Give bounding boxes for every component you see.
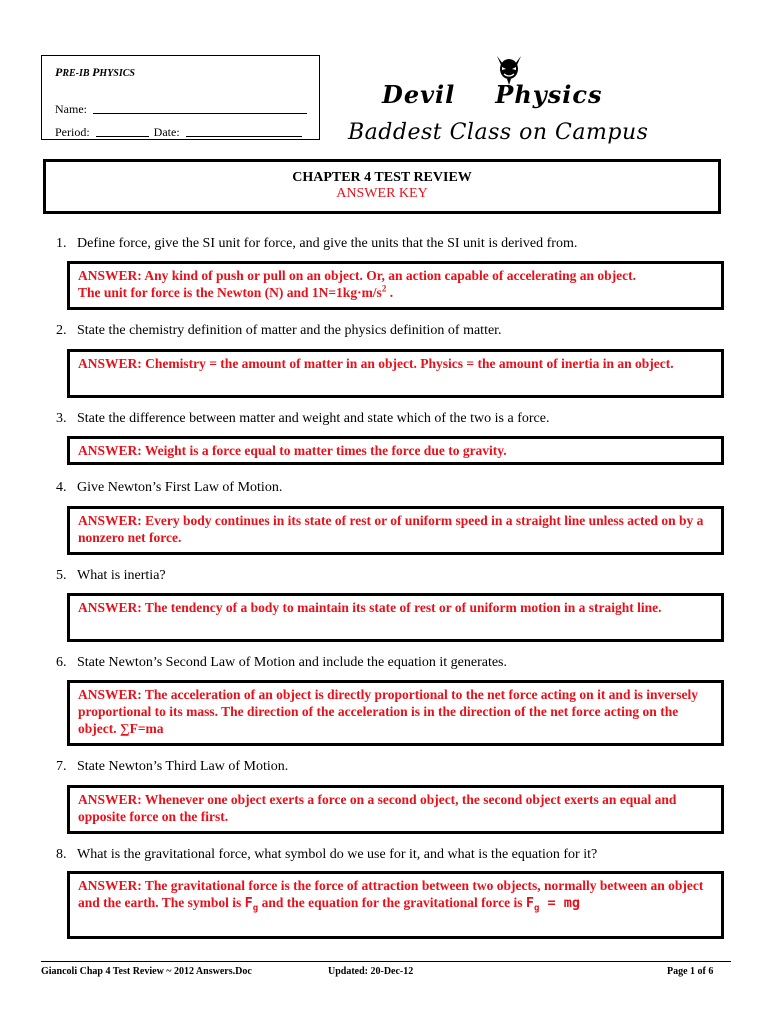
question-4: 4. Give Newton’s First Law of Motion. [56, 480, 283, 495]
course-label: PRE-IB PHYSICS [55, 65, 135, 79]
answer-1: ANSWER: Any kind of push or pull on an object. Or, an action capable of accelerating an object. The unit for force is the Newton (N) and $1N=1kg\cdot m/s^2$ . [67, 261, 724, 310]
question-3: 3. State the difference between matter and weight and state which of the two is a force. [56, 411, 550, 426]
question-2: 2. State the chemistry definition of matter and the physics definition of matter. [56, 323, 502, 338]
footer-filename: Giancoli Chap 4 Test Review ~ 2012 Answers.Doc [41, 966, 252, 977]
date-blank[interactable] [186, 136, 302, 137]
footer-divider [41, 961, 731, 962]
brand-tagline: Baddest Class on Campus [348, 120, 649, 145]
page-subtitle: ANSWER KEY [336, 186, 428, 201]
date-label: Date: [153, 125, 180, 139]
answer-5: ANSWER: The tendency of a body to maintain its state of rest or of uniform motion in a straight line. [67, 593, 724, 642]
period-blank[interactable] [96, 136, 149, 137]
answer-7: ANSWER: Whenever one object exerts a force on a second object, the second object exerts an equal and opposite force on the first. [67, 785, 724, 834]
page-title: CHAPTER 4 TEST REVIEW [292, 170, 472, 185]
question-6: 6. State Newton’s Second Law of Motion and include the equation it generates. [56, 655, 508, 670]
answer-3: ANSWER: Weight is a force equal to matter times the force due to gravity. [67, 436, 724, 465]
name-label: Name: [55, 102, 87, 116]
period-date-row [55, 117, 307, 140]
question-8: 8. What is the gravitational force, what symbol do we use for it, and what is the equation for it? [56, 847, 598, 862]
question-7: 7. State Newton’s Third Law of Motion. [56, 759, 289, 774]
question-5: 5. What is inertia? [56, 568, 166, 583]
answer-4: ANSWER: Every body continues in its state of rest or of uniform speed in a straight line unless acted on by a nonzero net force. [67, 506, 724, 555]
student-info-box [41, 55, 320, 140]
footer-page-number: Page 1 of 6 [667, 966, 714, 977]
equation-gravity: $F_g$ = mg [525, 895, 581, 914]
question-1: 1. Define force, give the SI unit for force, and give the units that the SI unit is derived from. [56, 236, 578, 251]
footer-updated: Updated: 20-Dec-12 [328, 966, 414, 977]
name-field-row [55, 94, 307, 117]
period-label: Period: [55, 125, 90, 139]
answer-8: ANSWER: The gravitational force is the force of attraction between two objects, normally between an object and the earth. The symbol is $F_g$ and the equation for the gravitational force is $F_g$ = mg [67, 871, 724, 939]
equation-newton-second: ∑F=ma [119, 721, 164, 736]
answer-6: ANSWER: The acceleration of an object is directly proportional to the net force acting on it and is inversely proportional to its mass. The direction of the acceleration is in the direction of the net force acting on the object. ∑F=ma [67, 680, 724, 746]
brand-title: Devil Physics [382, 80, 603, 109]
devil-physics-logo [348, 68, 708, 158]
name-blank[interactable] [93, 113, 307, 114]
title-box [43, 159, 721, 214]
answer-2: ANSWER: Chemistry = the amount of matter in an object. Physics = the amount of inertia in an object. [67, 349, 724, 398]
